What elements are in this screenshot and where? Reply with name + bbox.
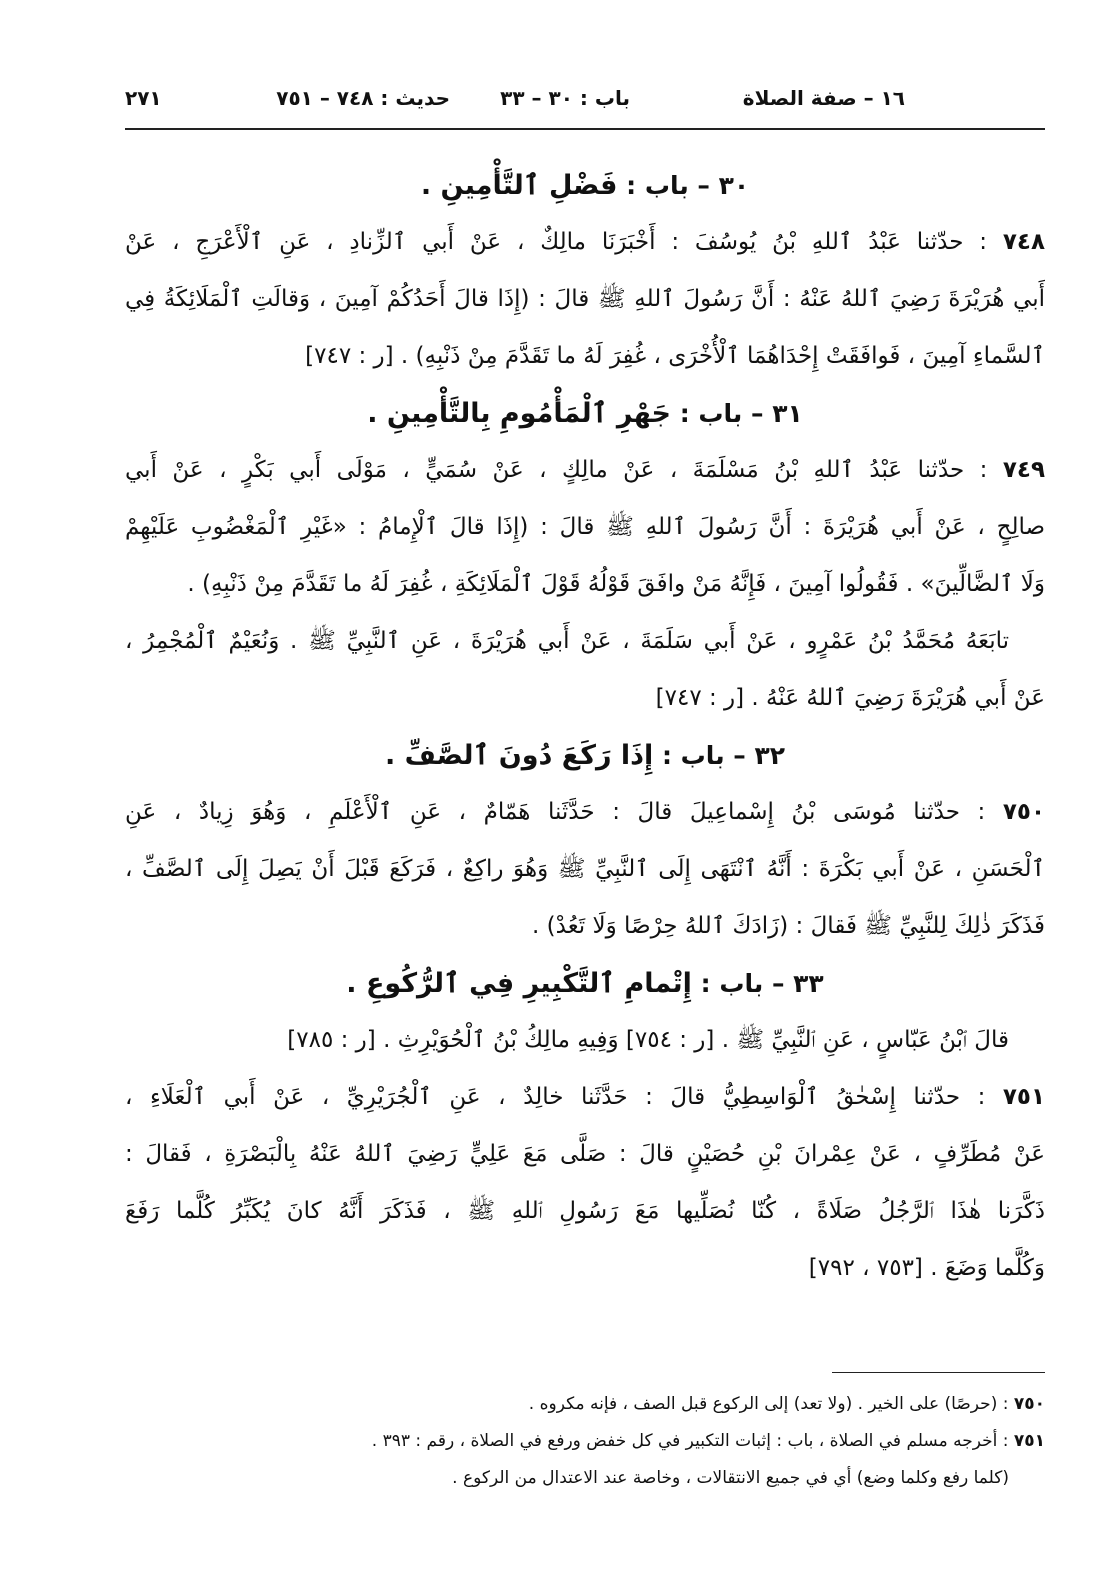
line-text: وَلَا ٱلضَّالِّينَ» . فَقُولُوا آمِينَ ، فَإِنَّهُ مَنْ وافَقَ قَوْلُهُ قَوْلَ ٱلْمَلَائِكَةِ ، غُفِرَ لَهُ ما تَقَدَّمَ مِنْ ذَنْبِهِ) . (187, 571, 1045, 597)
text-line (125, 670, 1045, 727)
heading-label: ٣٠ – باب : (626, 171, 750, 200)
text-line (125, 784, 1045, 841)
line-text: ٱلْحَسَنِ ، عَنْ أَبي بَكْرَةَ : أَنَّهُ ٱنْتَهَى إِلَى ٱلنَّبِيِّ ﷺ وَهُوَ راكِعٌ ، فَرَكَعَ قَبْلَ أَنْ يَصِلَ إِلَى ٱلصَّفِّ ، (125, 856, 1045, 882)
text-line (125, 898, 1045, 955)
header-chapter-title: ١٦ – صفة الصلاة (742, 86, 905, 110)
page-number: ٢٧١ (125, 86, 162, 110)
footnote-rule (832, 1372, 1045, 1373)
footnote (125, 1423, 1045, 1460)
text-paragraph (125, 1012, 1045, 1069)
text-line (125, 1240, 1045, 1297)
header-rule (125, 128, 1045, 130)
text-line (125, 328, 1045, 385)
hadith-paragraph (125, 1069, 1045, 1297)
section-heading (125, 385, 1045, 442)
text-line (125, 613, 1045, 670)
line-text: عَنْ أَبي هُرَيْرَةَ رَضِيَ ٱللهُ عَنْهُ . [ر : ٧٤٧] (655, 685, 1045, 711)
line-text: : حدّثنا إِسْحٰقُ ٱلْوَاسِطِيُّ قالَ : حَدَّثَنا خالِدٌ ، عَنِ ٱلْجُرَيْرِيِّ ، عَنْ أَبي ٱلْعَلَاءِ ، (125, 1084, 986, 1110)
line-text: عَنْ مُطَرِّفٍ ، عَنْ عِمْرانَ بْنِ حُصَيْنٍ قالَ : صَلَّى مَعَ عَلِيٍّ رَضِيَ ٱللهُ عَنْهُ بِالْبَصْرَةِ ، فَقالَ : (125, 1141, 1045, 1167)
header-hadith-range: حديث : ٧٤٨ – ٧٥١ (276, 86, 450, 110)
heading-label: ٣٢ – باب : (661, 741, 786, 770)
hadith-number: ٧٥٠ (1002, 799, 1045, 825)
text-line (125, 556, 1045, 613)
hadith-paragraph (125, 442, 1045, 613)
line-text: وَكُلَّما وَضَعَ . [٧٥٣ ، ٧٩٢] (808, 1255, 1045, 1281)
line-text: تابَعَهُ مُحَمَّدُ بْنُ عَمْرٍو ، عَنْ أَبي سَلَمَةَ ، عَنْ أَبي هُرَيْرَةَ ، عَنِ ٱلنَّبِيِّ ﷺ . وَنُعَيْمٌ ٱلْمُجْمِرُ ، (125, 628, 1009, 654)
text-line (125, 499, 1045, 556)
hadith-number: ٧٤٩ (1002, 457, 1045, 483)
text-paragraph (125, 613, 1045, 727)
footnote-text: : أخرجه مسلم في الصلاة ، باب : إثبات التكبير في كل خفض ورفع في الصلاة ، رقم : ٣٩٣ . (371, 1431, 1009, 1451)
footnote-number: ٧٥١ (1013, 1431, 1045, 1451)
heading-title: فَضْلِ ٱلتَّأْمِينِ . (420, 170, 618, 201)
hadith-paragraph (125, 214, 1045, 385)
text-line (125, 1012, 1045, 1069)
footnote (125, 1460, 1045, 1497)
section-heading (125, 727, 1045, 784)
heading-title: إِتْمامِ ٱلتَّكْبِيرِ فِي ٱلرُّكُوعِ . (346, 968, 692, 999)
hadith-number: ٧٥١ (1002, 1084, 1045, 1110)
section-heading (125, 955, 1045, 1012)
heading-label: ٣١ – باب : (679, 399, 803, 428)
line-text: : حدّثنا عَبْدُ ٱللهِ بْنُ مَسْلَمَةَ ، عَنْ مالِكٍ ، عَنْ سُمَيٍّ ، مَوْلَى أَبي بَكْرٍ ، عَنْ أَبي (125, 457, 988, 483)
text-line (125, 1183, 1045, 1240)
heading-title: إِذَا رَكَعَ دُونَ ٱلصَّفِّ . (384, 740, 654, 771)
text-line (125, 841, 1045, 898)
line-text: : حدّثنا عَبْدُ ٱللهِ بْنُ يُوسُفَ : أَخْبَرَنَا مالِكٌ ، عَنْ أَبي ٱلزِّنادِ ، عَنِ ٱلْأَعْرَجِ ، عَنْ (125, 229, 988, 255)
footnote-number: ٧٥٠ (1013, 1394, 1045, 1414)
line-text: قالَ ٱبْنُ عَبّاسٍ ، عَنِ ٱلنَّبِيِّ ﷺ . [ر : ٧٥٤] وَفِيهِ مالِكُ بْنُ ٱلْحُوَيْرِثِ . [ر : ٧٨٥] (287, 1027, 1009, 1053)
line-text: فَذَكَرَ ذٰلِكَ لِلنَّبِيِّ ﷺ فَقالَ : (زَادَكَ ٱللهُ حِرْصًا وَلَا تَعُدْ) . (532, 913, 1045, 939)
main-text (125, 157, 1045, 1297)
text-line (125, 442, 1045, 499)
line-text: ذَكَّرَنا هٰذَا ٱلرَّجُلُ صَلَاةً ، كُنّا نُصَلِّيها مَعَ رَسُولِ ٱللهِ ﷺ ، فَذَكَرَ أَنَّهُ كانَ يُكَبِّرُ كُلَّما رَفَعَ (125, 1198, 1045, 1224)
section-heading (125, 157, 1045, 214)
line-text: صالِحٍ ، عَنْ أَبي هُرَيْرَةَ : أَنَّ رَسُولَ ٱللهِ ﷺ قالَ : (إِذَا قالَ ٱلْإِمامُ : «غَيْرِ ٱلْمَغْضُوبِ عَلَيْهِمْ (125, 514, 1045, 540)
footnotes (125, 1386, 1045, 1497)
heading-label: ٣٣ – باب : (700, 969, 824, 998)
footnote-text: : (حرصًا) على الخير . (ولا تعد) إلى الركوع قبل الصف ، فإنه مكروه . (528, 1394, 1009, 1414)
text-line (125, 214, 1045, 271)
heading-title: جَهْرِ ٱلْمَأْمُومِ بِالتَّأْمِينِ . (367, 398, 671, 429)
text-line (125, 271, 1045, 328)
header-bab-range: باب : ٣٠ – ٣٣ (500, 86, 630, 110)
text-line (125, 1069, 1045, 1126)
line-text: ٱلسَّماءِ آمِينَ ، فَوافَقَتْ إِحْدَاهُمَا ٱلْأُخْرَى ، غُفِرَ لَهُ ما تَقَدَّمَ مِنْ ذَنْبِهِ) . [ر : ٧٤٧] (305, 343, 1045, 369)
line-text: أَبي هُرَيْرَةَ رَضِيَ ٱللهُ عَنْهُ : أَنَّ رَسُولَ ٱللهِ ﷺ قالَ : (إِذَا قالَ أَحَدُكُمْ آمِينَ ، وَقالَتِ ٱلْمَلَائِكَةُ فِي (125, 286, 1045, 312)
footnote (125, 1386, 1045, 1423)
footnote-text: (كلما رفع وكلما وضع) أي في جميع الانتقالات ، وخاصة عند الاعتدال من الركوع . (452, 1468, 1009, 1488)
text-line (125, 1126, 1045, 1183)
hadith-number: ٧٤٨ (1002, 229, 1045, 255)
hadith-paragraph (125, 784, 1045, 955)
line-text: : حدّثنا مُوسَى بْنُ إِسْماعِيلَ قالَ : حَدَّثَنا هَمّامٌ ، عَنِ ٱلْأَعْلَمِ ، وَهُوَ زِيادٌ ، عَنِ (125, 799, 986, 825)
